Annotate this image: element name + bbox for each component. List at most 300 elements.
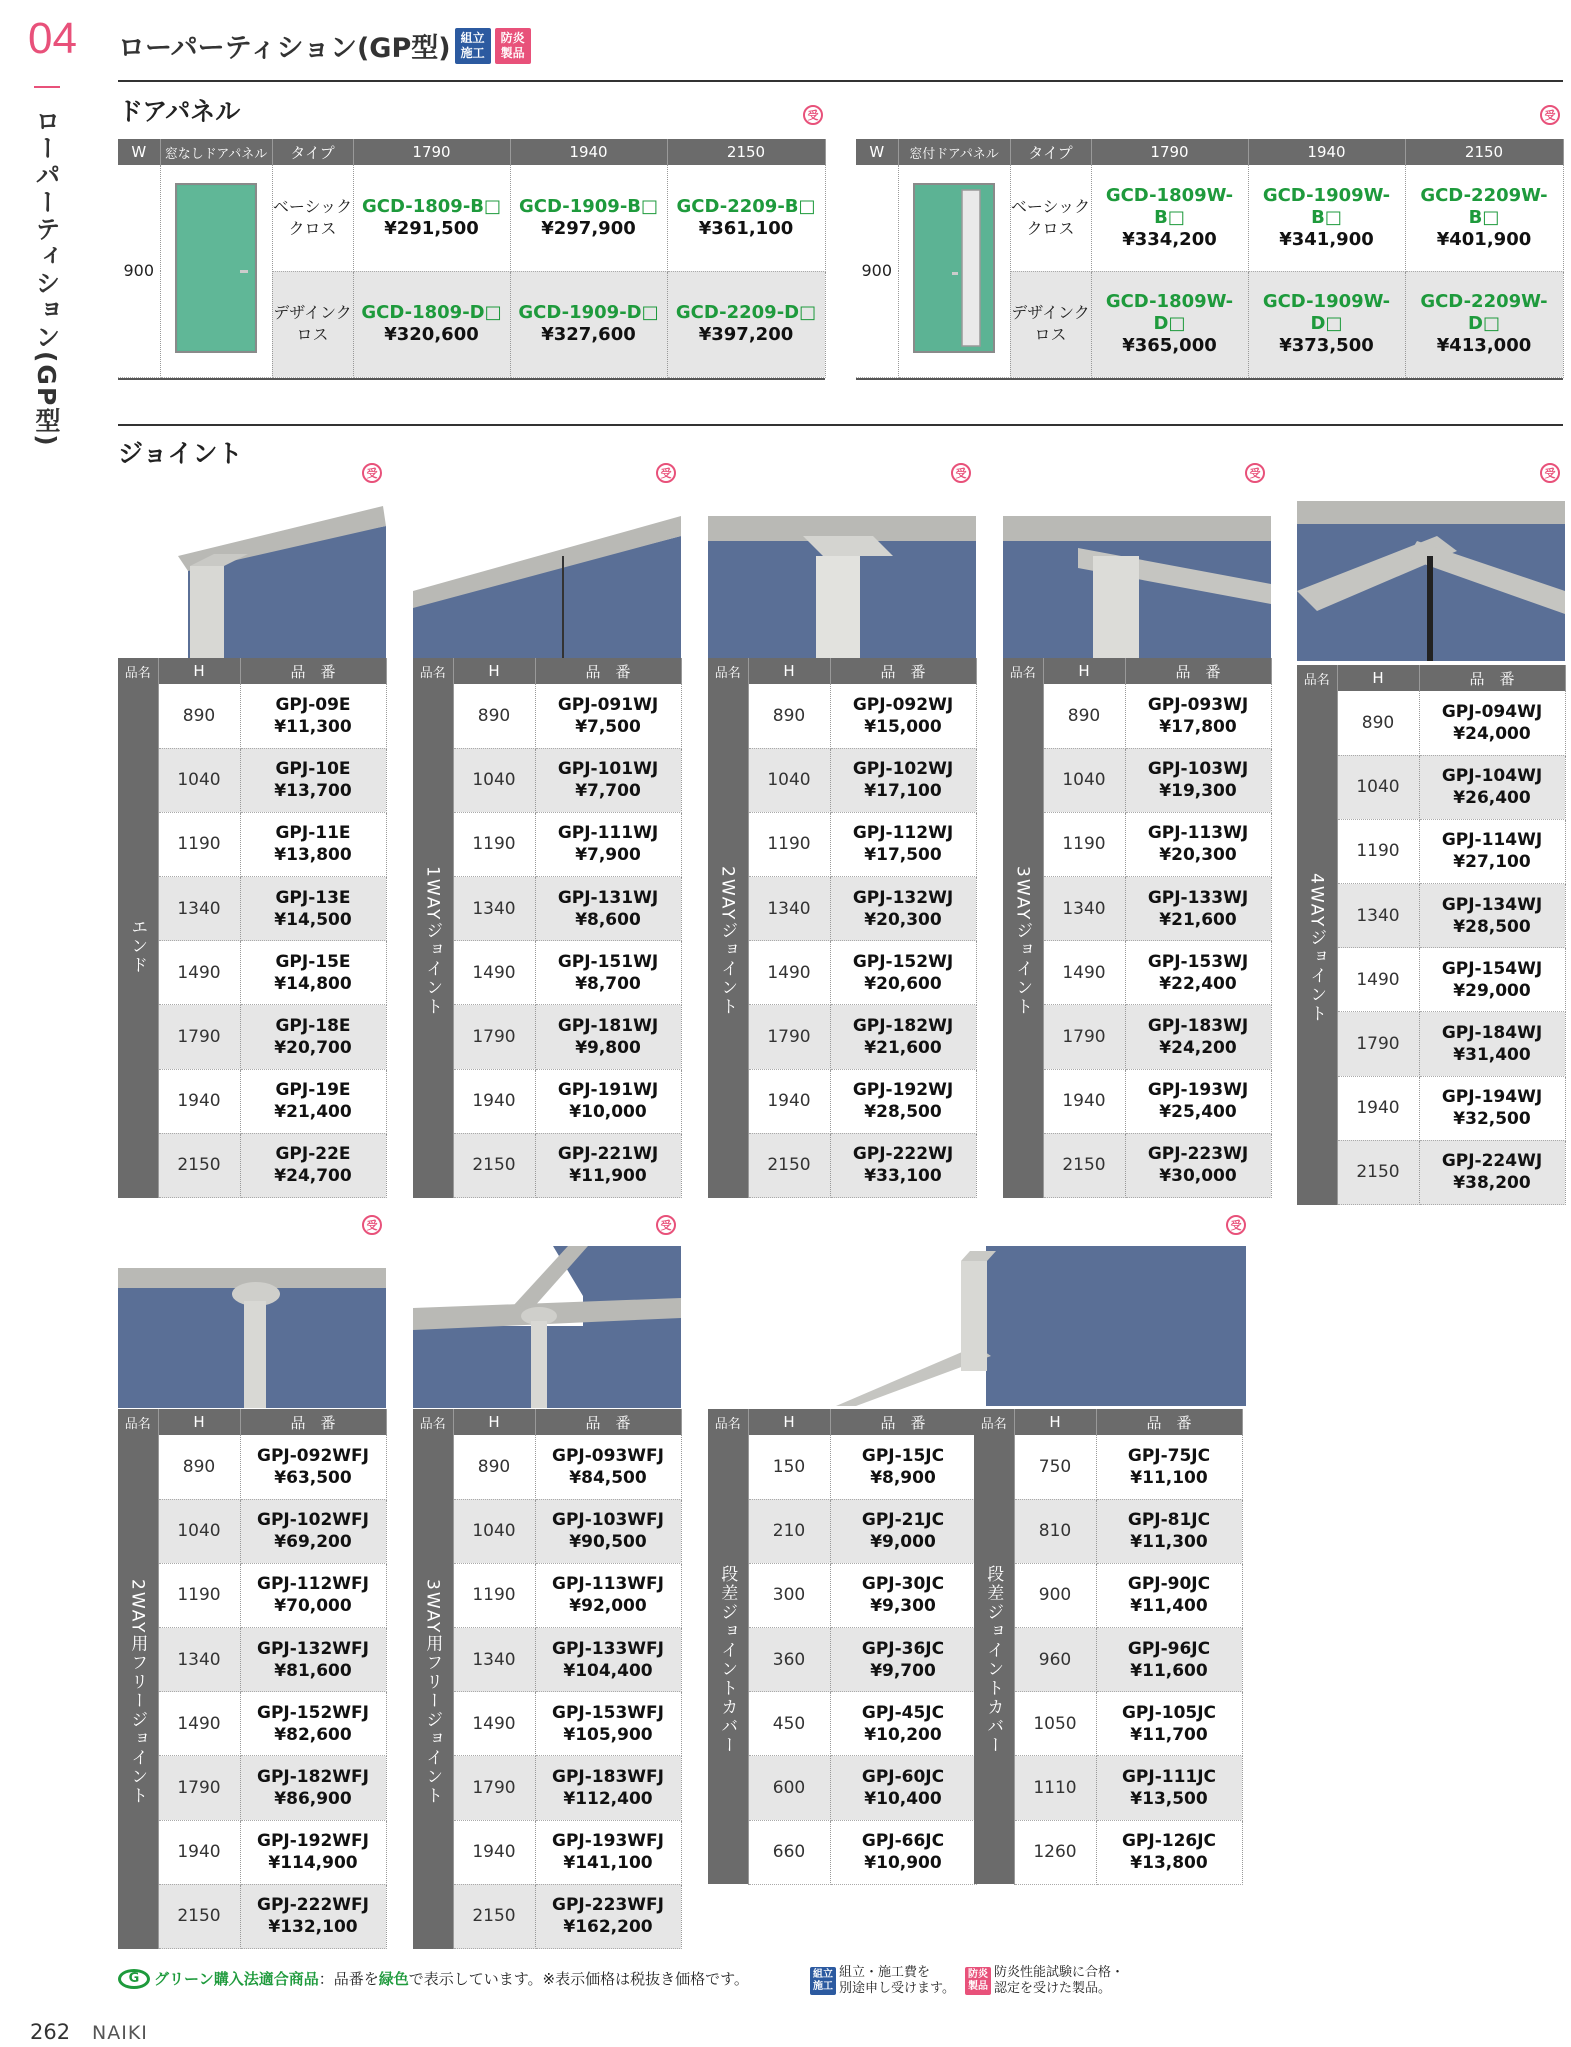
height-cell: 2150 [748, 1133, 830, 1197]
green-mark-icon: G [118, 1969, 150, 1989]
product-cell: GCD-1809W-D□ ¥365,000 [1091, 271, 1248, 377]
product-code: GPJ-183WJ [1147, 1016, 1249, 1037]
green-word: 緑色 [378, 1970, 409, 1988]
product-code: GPJ-96JC [1127, 1638, 1211, 1659]
product-number-cell [240, 1133, 386, 1197]
product-name-cell: 3WAYジョイント [1003, 684, 1043, 1198]
col-header: 2150 [1405, 139, 1563, 165]
height-cell: 1940 [158, 1069, 240, 1133]
door-section-label: ドアパネル [118, 97, 241, 126]
height-cell: 1040 [1043, 748, 1125, 812]
height-cell: 890 [1337, 691, 1419, 755]
table-row [974, 1756, 1242, 1820]
product-number-cell [1096, 1756, 1242, 1820]
joint-table [413, 1409, 682, 1949]
col-header: H [1337, 665, 1419, 691]
product-price: ¥9,300 [870, 1596, 936, 1617]
height-cell: 890 [453, 1435, 535, 1499]
height-cell: 1040 [453, 1499, 535, 1563]
joint-section-label: ジョイント [118, 439, 243, 468]
height-cell: 1940 [748, 1069, 830, 1133]
product-price: ¥13,800 [274, 845, 352, 866]
height-cell: 1790 [158, 1005, 240, 1069]
table-rule [856, 378, 1563, 380]
col-header: 2150 [667, 139, 825, 165]
product-code: GPJ-103WFJ [552, 1510, 664, 1531]
product-name-cell: エンド [118, 684, 158, 1198]
product-code: GPJ-13E [275, 887, 351, 908]
product-price: ¥90,500 [569, 1532, 647, 1553]
product-code: GPJ-184WJ [1441, 1023, 1543, 1044]
product-code: GPJ-60JC [861, 1767, 945, 1788]
product-code: GPJ-153WFJ [552, 1702, 664, 1723]
product-price: ¥11,700 [1130, 1724, 1208, 1745]
product-code: GPJ-15E [275, 951, 351, 972]
door-table-left [118, 139, 826, 378]
table-row [1003, 684, 1271, 748]
product-code: GPJ-132WJ [852, 887, 954, 908]
height-cell: 1790 [158, 1756, 240, 1820]
product-number-cell [240, 1005, 386, 1069]
height-cell: 450 [748, 1692, 830, 1756]
table-row [1003, 877, 1271, 941]
product-name-cell: 段差ジョイントカバー [708, 1435, 748, 1884]
product-price: ¥17,800 [1159, 716, 1237, 737]
product-code: GPJ-224WJ [1441, 1151, 1543, 1172]
product-number-cell [830, 1563, 976, 1627]
product-code: GPJ-153WJ [1147, 951, 1249, 972]
table-row [413, 877, 681, 941]
3way-joint-image [1003, 496, 1271, 658]
product-price: ¥21,600 [1159, 909, 1237, 930]
product-price: ¥81,600 [274, 1660, 352, 1681]
product-code: GPJ-151WJ [557, 951, 659, 972]
bosai-note [965, 1965, 1124, 1997]
product-price: ¥38,200 [1453, 1173, 1531, 1194]
product-code: GPJ-152WJ [852, 951, 954, 972]
table-row [974, 1692, 1242, 1756]
product-code: GPJ-66JC [861, 1831, 945, 1852]
table-row [1297, 1076, 1565, 1140]
product-code: GPJ-183WFJ [552, 1767, 664, 1788]
table-row [413, 1005, 681, 1069]
product-code: GPJ-101WJ [557, 759, 659, 780]
joint-table [708, 658, 977, 1198]
col-header: 1940 [1248, 139, 1405, 165]
product-number-cell [830, 877, 976, 941]
col-header: 1940 [510, 139, 667, 165]
product-number-cell [1419, 1076, 1565, 1140]
table-row [708, 1628, 976, 1692]
brand-name: NAIKI [92, 2022, 148, 2044]
product-price: ¥21,400 [274, 1102, 352, 1123]
1way-joint-image [413, 496, 681, 658]
table-row [118, 1628, 386, 1692]
table-row [413, 941, 681, 1005]
height-cell: 1040 [158, 748, 240, 812]
uke-mark: 受 [362, 1215, 382, 1235]
product-number-cell [535, 1435, 681, 1499]
col-header: 1790 [1091, 139, 1248, 165]
col-header: 窓付ドアパネル [898, 139, 1010, 165]
table-row [413, 1499, 681, 1563]
col-header: H [748, 1409, 830, 1435]
product-number-cell [535, 877, 681, 941]
height-cell: 1340 [1043, 877, 1125, 941]
height-cell: 960 [1014, 1628, 1096, 1692]
height-cell: 1190 [158, 1563, 240, 1627]
product-number-cell [240, 1435, 386, 1499]
col-header: 品名 [118, 658, 158, 684]
green-text-2: で表示しています。※表示価格は税抜き価格です。 [408, 1970, 749, 1988]
product-name-cell: 3WAY用フリージョイント [413, 1435, 453, 1949]
uke-mark: 受 [656, 463, 676, 483]
table-row [708, 1756, 976, 1820]
col-header: 品名 [708, 1409, 748, 1435]
door-table-right [856, 139, 1564, 378]
joint-table [1297, 665, 1566, 1205]
table-row [413, 1435, 681, 1499]
col-header: 品名 [1003, 658, 1043, 684]
product-cell: GCD-2209W-D□ ¥413,000 [1405, 271, 1563, 377]
product-price: ¥11,300 [1130, 1532, 1208, 1553]
joint-table [708, 1409, 977, 1885]
product-number-cell [1419, 1012, 1565, 1076]
product-number-cell [1125, 1005, 1271, 1069]
height-cell: 600 [748, 1756, 830, 1820]
2way-joint-image [708, 496, 976, 658]
height-cell: 1940 [158, 1820, 240, 1884]
table-row [974, 1499, 1242, 1563]
product-code: GPJ-192WFJ [257, 1831, 369, 1852]
product-code: GPJ-132WFJ [257, 1638, 369, 1659]
table-row [118, 1692, 386, 1756]
col-header: タイプ [272, 139, 353, 165]
table-row [708, 1499, 976, 1563]
product-price: ¥141,100 [563, 1853, 653, 1874]
product-code: GPJ-113WJ [1147, 823, 1249, 844]
height-cell: 660 [748, 1820, 830, 1884]
product-number-cell [535, 1563, 681, 1627]
height-cell: 2150 [1337, 1140, 1419, 1204]
table-row [1297, 1012, 1565, 1076]
height-cell: 1790 [1337, 1012, 1419, 1076]
product-number-cell [1096, 1435, 1242, 1499]
product-price: ¥112,400 [563, 1789, 653, 1810]
uke-mark: 受 [1540, 105, 1560, 125]
product-price: ¥14,500 [274, 909, 352, 930]
table-row [1003, 1005, 1271, 1069]
table-row [118, 812, 386, 876]
height-cell: 150 [748, 1435, 830, 1499]
table-row [708, 1069, 976, 1133]
product-code: GPJ-90JC [1127, 1574, 1211, 1595]
product-price: ¥9,800 [575, 1038, 641, 1059]
product-code: GPJ-222WJ [852, 1144, 954, 1165]
height-cell: 1040 [1337, 755, 1419, 819]
table-row [118, 1133, 386, 1197]
col-header: 品名 [413, 1409, 453, 1435]
height-cell: 1340 [453, 1628, 535, 1692]
product-price: ¥33,100 [864, 1166, 942, 1187]
table-row [1003, 748, 1271, 812]
product-number-cell [240, 1820, 386, 1884]
green-purchase-note [118, 1968, 749, 1989]
product-code: GPJ-10E [275, 759, 351, 780]
product-price: ¥20,700 [274, 1038, 352, 1059]
table-row [1003, 1069, 1271, 1133]
height-cell: 1790 [1043, 1005, 1125, 1069]
height-cell: 1110 [1014, 1756, 1096, 1820]
height-cell: 900 [1014, 1563, 1096, 1627]
product-code: GPJ-152WFJ [257, 1702, 369, 1723]
3way-free-joint-image [413, 1246, 681, 1408]
table-row [118, 1756, 386, 1820]
table-row [413, 1069, 681, 1133]
product-code: GPJ-092WJ [852, 694, 954, 715]
product-name-cell: 段差ジョイントカバー [974, 1435, 1014, 1884]
height-cell: 890 [158, 684, 240, 748]
product-code: GPJ-45JC [861, 1702, 945, 1723]
section-rule [118, 424, 1563, 426]
product-price: ¥70,000 [274, 1596, 352, 1617]
product-code: GPJ-223WFJ [552, 1895, 664, 1916]
product-number-cell [830, 812, 976, 876]
product-price: ¥132,100 [268, 1917, 358, 1938]
product-code: GPJ-192WJ [852, 1080, 954, 1101]
height-cell: 2150 [453, 1133, 535, 1197]
product-number-cell [830, 1435, 976, 1499]
col-header: H [158, 1409, 240, 1435]
product-number-cell [535, 1756, 681, 1820]
product-price: ¥29,000 [1453, 980, 1531, 1001]
product-number-cell [240, 1628, 386, 1692]
product-name-cell: 2WAY用フリージョイント [118, 1435, 158, 1949]
product-code: GPJ-182WJ [852, 1016, 954, 1037]
product-number-cell [535, 748, 681, 812]
product-number-cell [830, 1005, 976, 1069]
product-code: GPJ-114WJ [1441, 830, 1543, 851]
col-header: H [453, 658, 535, 684]
uke-mark: 受 [656, 1215, 676, 1235]
product-number-cell [535, 1884, 681, 1948]
product-code: GPJ-091WJ [557, 694, 659, 715]
product-code: GPJ-104WJ [1441, 766, 1543, 787]
product-cell: GCD-1909W-D□ ¥373,500 [1248, 271, 1405, 377]
product-number-cell [1419, 755, 1565, 819]
product-code: GPJ-18E [275, 1016, 351, 1037]
product-price: ¥13,800 [1130, 1853, 1208, 1874]
table-row [118, 1435, 386, 1499]
product-number-cell [535, 1069, 681, 1133]
product-price: ¥8,900 [870, 1467, 936, 1488]
col-header: 窓なしドアパネル [160, 139, 272, 165]
product-price: ¥82,600 [274, 1724, 352, 1745]
product-price: ¥162,200 [563, 1917, 653, 1938]
product-code: GPJ-30JC [861, 1574, 945, 1595]
door-image-cell [898, 165, 1010, 377]
product-number-cell [240, 1499, 386, 1563]
uke-mark: 受 [362, 463, 382, 483]
table-row [708, 1563, 976, 1627]
product-code: GPJ-092WFJ [257, 1445, 369, 1466]
product-number-cell [1419, 884, 1565, 948]
kumi-note [810, 1965, 955, 1997]
kumi-text-line: 別途申し受けます。 [839, 1981, 955, 1996]
table-row [413, 1756, 681, 1820]
uke-mark: 受 [803, 105, 823, 125]
product-price: ¥10,000 [569, 1102, 647, 1123]
col-header: 品 番 [240, 1409, 386, 1435]
kumi-text-line: 組立・施工費を [839, 1965, 931, 1980]
product-name-cell: 1WAYジョイント [413, 684, 453, 1198]
product-code: GPJ-134WJ [1441, 894, 1543, 915]
product-price: ¥7,700 [575, 781, 641, 802]
product-price: ¥114,900 [268, 1853, 358, 1874]
product-code: GPJ-11E [275, 823, 351, 844]
col-header: H [1043, 658, 1125, 684]
product-cell: GCD-1809-B□ ¥291,500 [353, 165, 510, 271]
product-price: ¥27,100 [1453, 852, 1531, 873]
product-code: GPJ-131WJ [557, 887, 659, 908]
joint-table [118, 658, 387, 1198]
product-number-cell [1125, 877, 1271, 941]
product-price: ¥11,300 [274, 716, 352, 737]
type-cell: デザインクロス [272, 271, 353, 377]
table-row [974, 1563, 1242, 1627]
height-cell: 1490 [453, 941, 535, 1005]
col-header: 品 番 [1096, 1409, 1242, 1435]
joint-table [413, 658, 682, 1198]
page-title [118, 26, 531, 65]
product-price: ¥63,500 [274, 1467, 352, 1488]
section-number: 04 [28, 14, 77, 63]
product-number-cell [1419, 948, 1565, 1012]
height-cell: 2150 [158, 1884, 240, 1948]
height-cell: 1940 [453, 1069, 535, 1133]
bosai-text-line: 認定を受けた製品。 [994, 1981, 1112, 1996]
table-row [413, 1628, 681, 1692]
product-code: GPJ-093WJ [1147, 694, 1249, 715]
product-number-cell [535, 1133, 681, 1197]
2way-free-joint-image [118, 1246, 386, 1408]
product-number-cell [535, 1005, 681, 1069]
height-cell: 890 [158, 1435, 240, 1499]
product-number-cell [1125, 748, 1271, 812]
product-price: ¥86,900 [274, 1789, 352, 1810]
product-price: ¥10,200 [864, 1724, 942, 1745]
height-cell: 1040 [158, 1499, 240, 1563]
product-number-cell [830, 1820, 976, 1884]
product-code: GPJ-22E [275, 1144, 351, 1165]
product-number-cell [1096, 1499, 1242, 1563]
product-code: GPJ-105JC [1121, 1702, 1217, 1723]
col-header: 品 番 [535, 658, 681, 684]
product-price: ¥15,000 [864, 716, 942, 737]
product-number-cell [535, 1820, 681, 1884]
table-row [118, 877, 386, 941]
table-row [413, 748, 681, 812]
table-row [1003, 812, 1271, 876]
product-code: GPJ-09E [275, 694, 351, 715]
product-code: GPJ-221WJ [557, 1144, 659, 1165]
col-header: H [748, 658, 830, 684]
col-header: 品 番 [830, 1409, 976, 1435]
height-cell: 750 [1014, 1435, 1096, 1499]
height-cell: 2150 [158, 1133, 240, 1197]
product-price: ¥7,500 [575, 716, 641, 737]
product-price: ¥25,400 [1159, 1102, 1237, 1123]
step-joint-cover-image [716, 1246, 1246, 1406]
height-cell: 1940 [1337, 1076, 1419, 1140]
product-price: ¥28,500 [864, 1102, 942, 1123]
product-price: ¥17,100 [864, 781, 942, 802]
height-cell: 1050 [1014, 1692, 1096, 1756]
product-number-cell [240, 1069, 386, 1133]
table-row [1297, 755, 1565, 819]
table-row [1297, 819, 1565, 883]
product-code: GPJ-19E [275, 1080, 351, 1101]
height-cell: 1340 [1337, 884, 1419, 948]
type-cell: デザインクロス [1010, 271, 1091, 377]
table-row [1297, 884, 1565, 948]
product-number-cell [535, 941, 681, 1005]
height-cell: 1190 [1337, 819, 1419, 883]
table-row [413, 812, 681, 876]
product-price: ¥31,400 [1453, 1045, 1531, 1066]
product-code: GPJ-222WFJ [257, 1895, 369, 1916]
side-divider [34, 86, 60, 88]
col-header: 品名 [118, 1409, 158, 1435]
uke-mark: 受 [951, 463, 971, 483]
table-row [708, 684, 976, 748]
end-joint-image [118, 496, 386, 658]
product-code: GPJ-111WJ [557, 823, 659, 844]
4way-joint-image [1297, 496, 1565, 661]
product-price: ¥24,000 [1453, 723, 1531, 744]
height-cell: 1940 [453, 1820, 535, 1884]
table-row [413, 1692, 681, 1756]
product-number-cell [240, 684, 386, 748]
height-cell: 1040 [453, 748, 535, 812]
col-header: 1790 [353, 139, 510, 165]
product-number-cell [1125, 1133, 1271, 1197]
table-row [118, 1005, 386, 1069]
product-price: ¥22,400 [1159, 973, 1237, 994]
product-number-cell [1096, 1692, 1242, 1756]
type-cell: ベーシッククロス [1010, 165, 1091, 271]
product-cell: GCD-1809W-B□ ¥334,200 [1091, 165, 1248, 271]
product-price: ¥20,300 [864, 909, 942, 930]
product-cell: GCD-2209W-B□ ¥401,900 [1405, 165, 1563, 271]
product-code: GPJ-133WFJ [552, 1638, 664, 1659]
table-row [708, 877, 976, 941]
col-header: 品 番 [1125, 658, 1271, 684]
product-code: GPJ-112WJ [852, 823, 954, 844]
col-header: 品 番 [535, 1409, 681, 1435]
product-number-cell [1096, 1563, 1242, 1627]
table-row [413, 1133, 681, 1197]
height-cell: 1340 [158, 1628, 240, 1692]
height-cell: 1490 [158, 941, 240, 1005]
table-row [1003, 941, 1271, 1005]
height-cell: 1790 [453, 1756, 535, 1820]
product-number-cell [1096, 1820, 1242, 1884]
product-code: GPJ-81JC [1127, 1510, 1211, 1531]
product-code: GPJ-111JC [1121, 1767, 1217, 1788]
table-row [118, 684, 386, 748]
table-row [974, 1628, 1242, 1692]
